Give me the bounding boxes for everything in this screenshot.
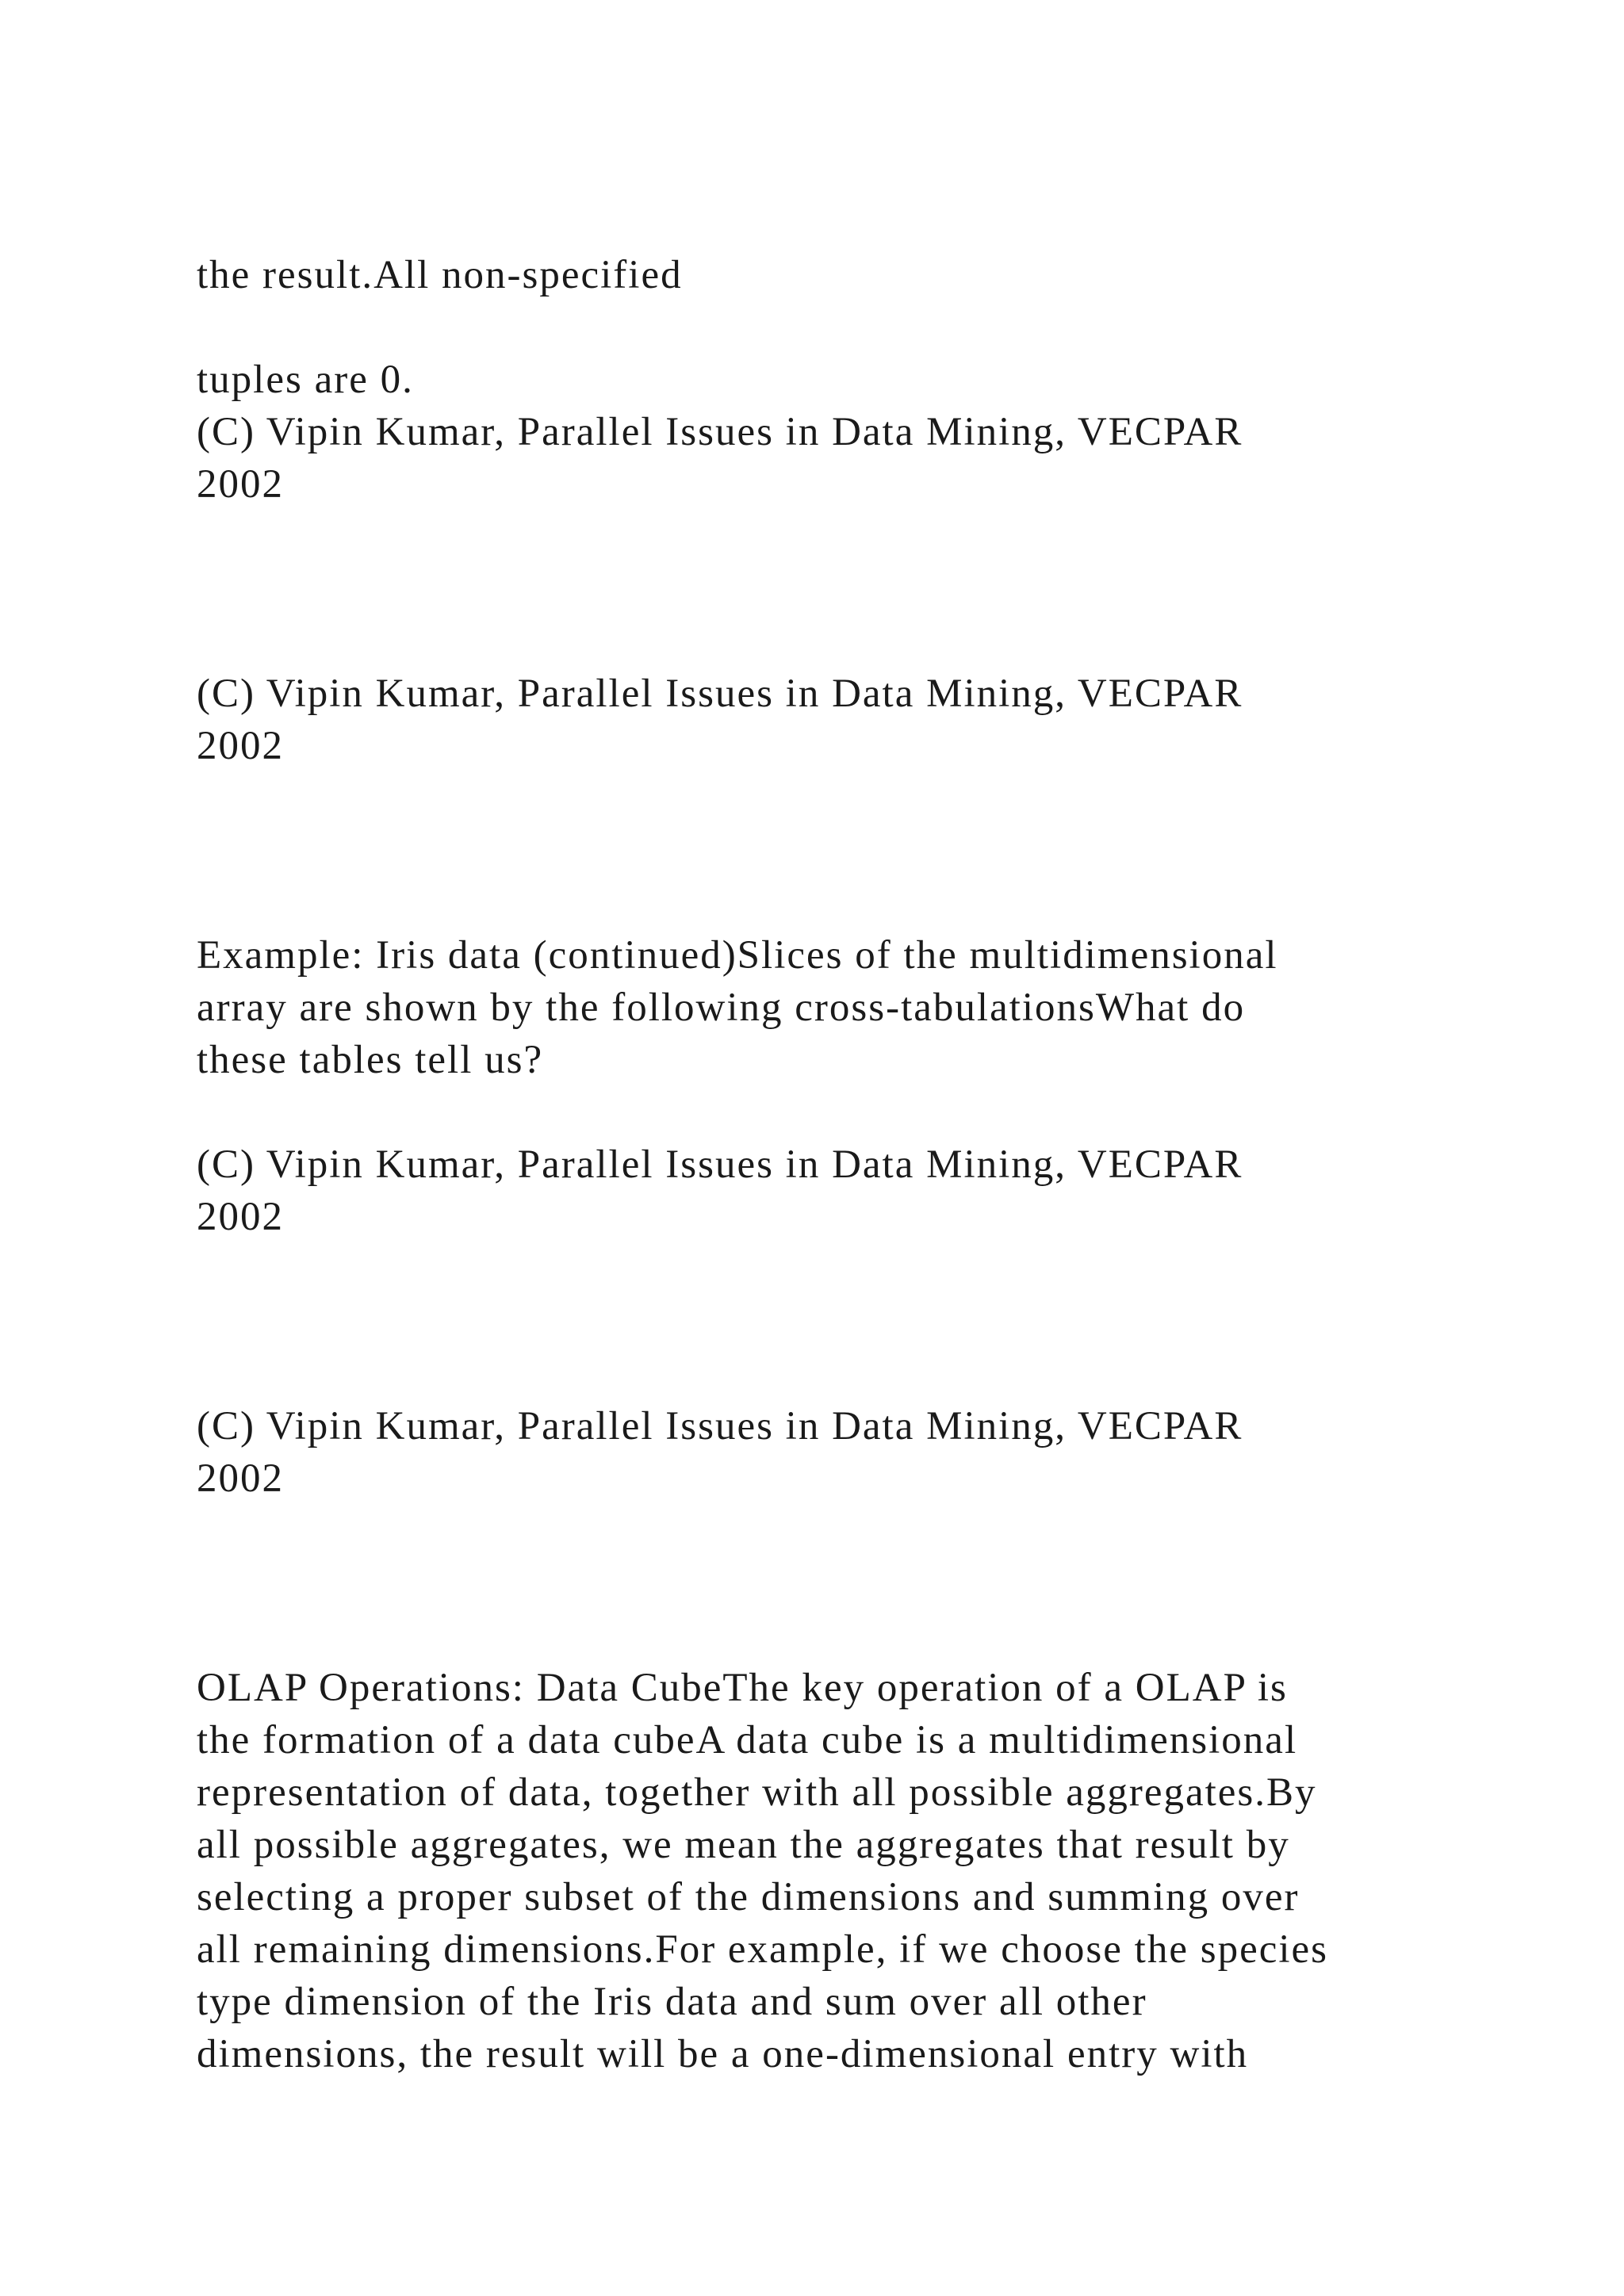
text-line: OLAP Operations: Data CubeThe key operation of a OLAP is <box>197 1666 1288 1710</box>
copyright-year: 2002 <box>197 462 284 507</box>
text-line: all possible aggregates, we mean the aggregates that result by <box>197 1823 1290 1867</box>
copyright-year: 2002 <box>197 1456 284 1501</box>
text-line: Example: Iris data (continued)Slices of the multidimensional <box>197 933 1278 978</box>
copyright-year: 2002 <box>197 724 284 768</box>
text-line: tuples are 0. <box>197 358 414 402</box>
text-line: dimensions, the result will be a one-dimensional entry with <box>197 2032 1249 2076</box>
copyright-line: (C) Vipin Kumar, Parallel Issues in Data Mining, VECPAR <box>197 1404 1243 1448</box>
text-line: array are shown by the following cross-tabulationsWhat do <box>197 985 1246 1030</box>
text-line: the formation of a data cubeA data cube is a multidimensional <box>197 1718 1298 1762</box>
text-line: the result.All non-specified <box>197 253 683 297</box>
copyright-line: (C) Vipin Kumar, Parallel Issues in Data Mining, VECPAR <box>197 1142 1243 1187</box>
copyright-line: (C) Vipin Kumar, Parallel Issues in Data Mining, VECPAR <box>197 410 1243 454</box>
text-line: type dimension of the Iris data and sum over all other <box>197 1980 1147 2024</box>
text-line: representation of data, together with all possible aggregates.By <box>197 1770 1317 1815</box>
text-line: all remaining dimensions.For example, if we choose the species <box>197 1927 1328 1972</box>
copyright-line: (C) Vipin Kumar, Parallel Issues in Data Mining, VECPAR <box>197 672 1243 716</box>
copyright-year: 2002 <box>197 1195 284 1239</box>
text-line: selecting a proper subset of the dimensions and summing over <box>197 1875 1300 1919</box>
text-line: these tables tell us? <box>197 1038 544 1082</box>
